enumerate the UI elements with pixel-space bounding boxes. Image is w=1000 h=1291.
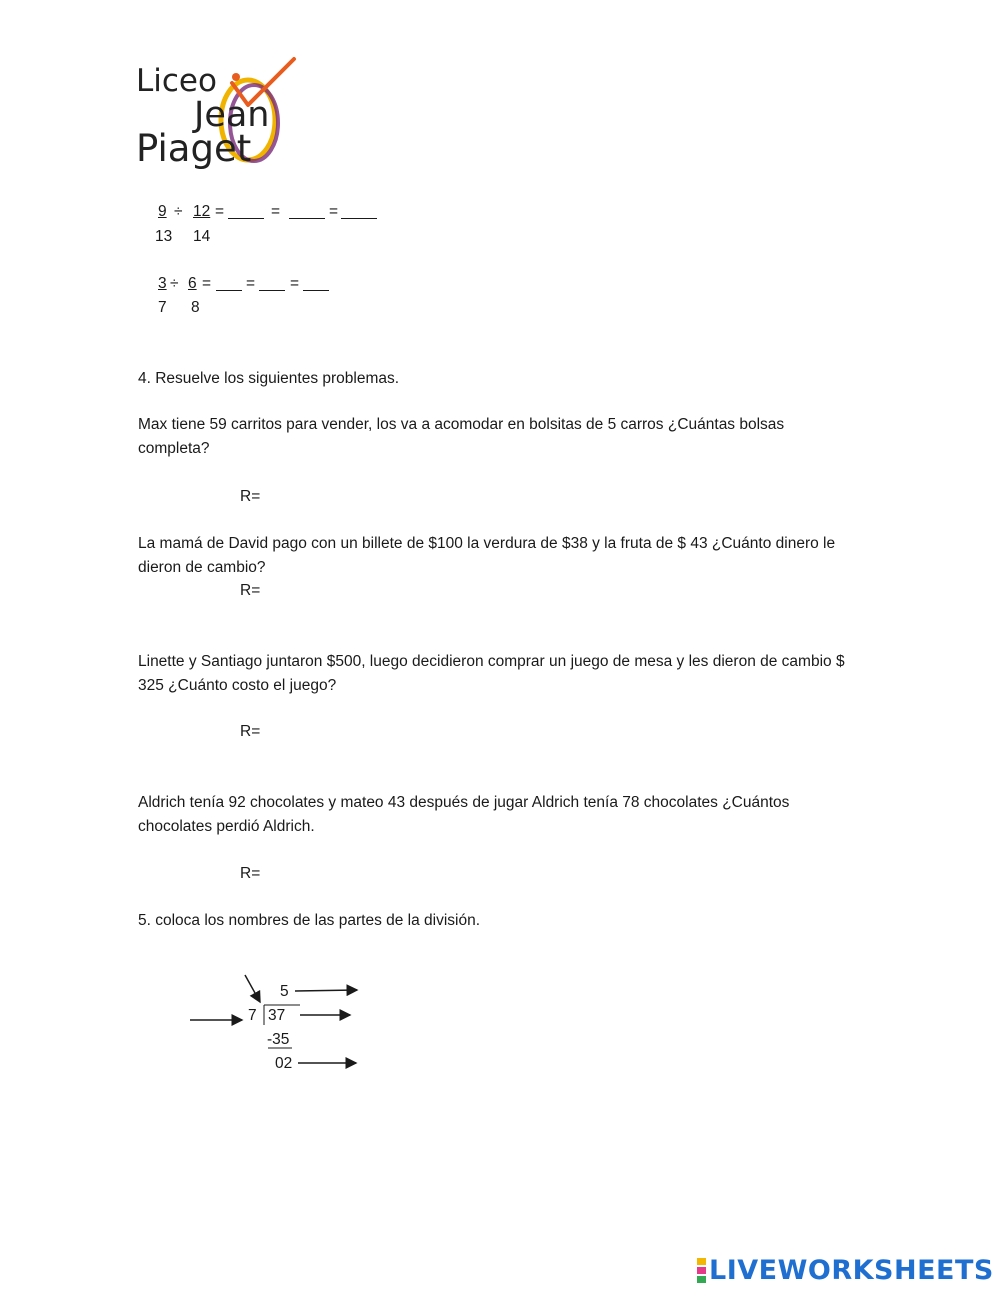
fraction-denominator: 8 — [191, 299, 200, 316]
answer-blank[interactable] — [228, 204, 264, 219]
answer-blank[interactable] — [216, 276, 242, 291]
answer-label: R= — [240, 865, 261, 882]
division-symbol: ÷ — [174, 203, 183, 220]
fraction-numerator: 3 — [158, 275, 167, 292]
division-subtraction: -35 — [267, 1031, 290, 1048]
fraction-denominator: 7 — [158, 299, 167, 316]
answer-label: R= — [240, 723, 261, 740]
diagonal-arrow-icon — [245, 975, 260, 1002]
section-5-title: 5. coloca los nombres de las partes de la división. — [138, 912, 481, 929]
division-divisor: 7 — [248, 1007, 257, 1024]
fraction-denominator: 13 — [155, 228, 173, 245]
answer-label: R= — [240, 582, 261, 599]
fraction-numerator: 9 — [158, 203, 167, 220]
answer-blank[interactable] — [341, 204, 377, 219]
logo-line-jean: Jean — [194, 95, 270, 135]
problem-2: La mamá de David pago con un billete de $100 la verdura de $38 y la fruta de $ 43 ¿Cuánto dinero le dieron de cambio? — [138, 535, 836, 576]
school-logo — [136, 55, 301, 180]
logo-line-liceo: Liceo — [136, 63, 217, 99]
division-quotient: 5 — [280, 983, 289, 1000]
problem-1: Max tiene 59 carritos para vender, los va a acomodar en bolsitas de 5 carros ¿Cuántas bolsas completa? — [138, 416, 785, 457]
section-4-title: 4. Resuelve los siguientes problemas. — [138, 370, 400, 387]
logo-line-piaget: Piaget — [136, 127, 252, 170]
division-diagram — [180, 965, 380, 1085]
liveworksheets-logo[interactable] — [697, 1254, 994, 1286]
quotient-arrow-icon — [295, 990, 357, 991]
brand-blocks-icon — [697, 1258, 706, 1283]
division-remainder: 02 — [275, 1055, 293, 1072]
equals-sign: = — [246, 275, 256, 292]
equals-sign: = — [202, 275, 212, 292]
division-symbol: ÷ — [170, 275, 179, 292]
answer-label: R= — [240, 488, 261, 505]
answer-blank[interactable] — [303, 276, 329, 291]
fraction-denominator: 14 — [193, 228, 211, 245]
problem-3: Linette y Santiago juntaron $500, luego decidieron comprar un juego de mesa y les dieron de cambio $ 325 ¿Cuánto costo el juego? — [138, 653, 845, 694]
equals-sign: = — [271, 203, 281, 220]
problem-4: Aldrich tenía 92 chocolates y mateo 43 después de jugar Aldrich tenía 78 chocolates ¿Cuántos chocolates perdió Aldrich. — [138, 794, 790, 835]
fraction-numerator: 6 — [188, 275, 197, 292]
equals-sign: = — [329, 203, 339, 220]
fraction-numerator: 12 — [193, 203, 211, 220]
answer-blank[interactable] — [259, 276, 285, 291]
answer-blank[interactable] — [289, 204, 325, 219]
division-dividend: 37 — [268, 1007, 286, 1024]
equals-sign: = — [215, 203, 225, 220]
brand-name: LIVEWORKSHEETS — [709, 1254, 994, 1286]
equals-sign: = — [290, 275, 300, 292]
